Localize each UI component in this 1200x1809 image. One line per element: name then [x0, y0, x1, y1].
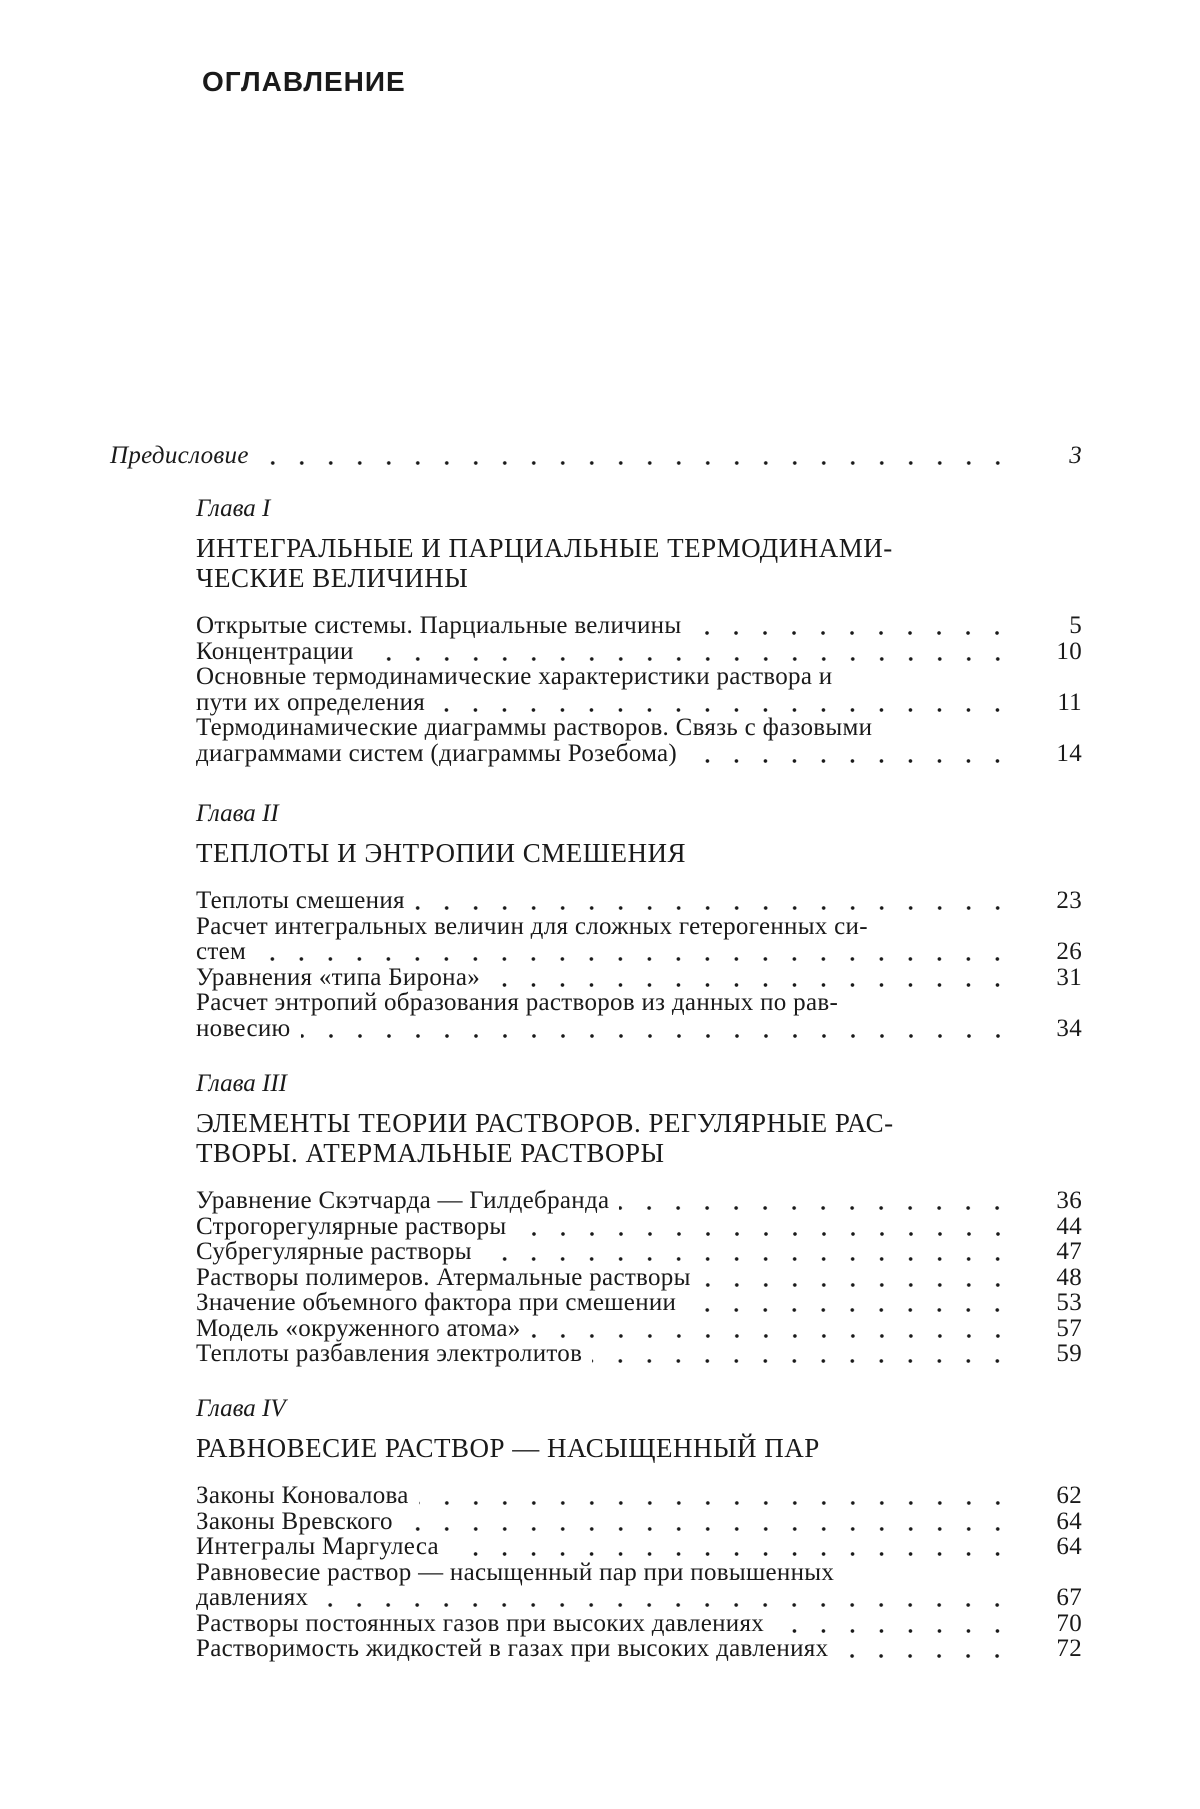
dot-leader [318, 1603, 1012, 1607]
chapter-title-line: ЧЕСКИЕ ВЕЛИЧИНЫ [196, 563, 469, 593]
toc-entry-text: Равновесие раствор — насыщенный пар при повышенных [196, 1558, 835, 1586]
toc-entry-text: Законы Коновалова [196, 1482, 409, 1509]
toc-page-number: 23 [1056, 887, 1082, 914]
toc-page-number: 44 [1056, 1212, 1082, 1240]
toc-entry [196, 1214, 1082, 1240]
toc-page-number: 5 [1069, 612, 1082, 639]
toc-entry-text: Уравнение Скэтчарда — Гилдебранда [196, 1187, 610, 1214]
dot-leader [435, 708, 1012, 712]
toc-entry-text: новесию [196, 1014, 291, 1042]
toc-page-number: 11 [1057, 688, 1082, 716]
toc-entry [196, 690, 1082, 716]
toc-entry [110, 443, 1082, 469]
dot-leader [592, 1359, 1012, 1363]
chapter-title-line: ТЕПЛОТЫ И ЭНТРОПИИ СМЕШЕНИЯ [196, 838, 686, 868]
toc-entry-text: Теплоты разбавления электролитов [196, 1340, 583, 1367]
toc-entry-text: Интегралы Маргулеса [196, 1533, 439, 1560]
dot-leader [619, 1206, 1012, 1210]
toc-page-number: 57 [1056, 1314, 1082, 1342]
dot-leader [517, 1232, 1012, 1236]
toc-page-number: 14 [1056, 739, 1082, 767]
chapter-title [196, 1108, 996, 1168]
chapter-title [196, 533, 996, 593]
toc-entry [196, 741, 1082, 767]
toc-entry [196, 1534, 1082, 1560]
dot-leader [691, 631, 1012, 635]
dot-leader [415, 906, 1012, 910]
toc-entry [196, 1585, 1082, 1611]
dot-leader [687, 759, 1012, 763]
dot-leader [259, 461, 1012, 465]
toc-entry [196, 1188, 1082, 1214]
toc-page-number: 47 [1056, 1238, 1082, 1265]
dot-leader [301, 1034, 1012, 1038]
toc-entry [196, 613, 1082, 639]
dot-leader [490, 983, 1012, 987]
dot-leader [686, 1308, 1012, 1312]
chapter-label: Глава IV [196, 1395, 286, 1422]
chapter-title-line: ИНТЕГРАЛЬНЫЕ И ПАРЦИАЛЬНЫЕ ТЕРМОДИНАМИ- [196, 533, 893, 563]
toc-entry-text: Строгорегулярные растворы [196, 1212, 507, 1240]
page-title: ОГЛАВЛЕНИЕ [202, 66, 406, 97]
toc-entry-text: Растворы полимеров. Атермальные растворы [196, 1263, 691, 1291]
toc-entry [196, 1611, 1082, 1637]
toc-entry-text: диаграммами систем (диаграммы Розебома) [196, 739, 678, 767]
toc-page-number: 62 [1056, 1482, 1082, 1509]
toc-entry-text: Растворы постоянных газов при высоких давлениях [196, 1609, 765, 1637]
chapter-label: Глава II [196, 800, 279, 827]
chapter-label: Глава I [196, 495, 271, 522]
dot-leader [482, 1257, 1012, 1261]
dot-leader [701, 1283, 1012, 1287]
chapter-title-line: РАВНОВЕСИЕ РАСТВОР — НАСЫЩЕННЫЙ ПАР [196, 1433, 820, 1463]
toc-entry-text: Уравнения «типа Бирона» [196, 963, 481, 991]
toc-page-number: 36 [1056, 1187, 1082, 1214]
toc-entry-text: стем [196, 938, 247, 965]
chapter-title [196, 838, 996, 868]
dot-leader [531, 1334, 1012, 1338]
toc-page-number: 72 [1056, 1635, 1082, 1662]
toc-page-number: 64 [1056, 1507, 1082, 1535]
toc-entry-text: Термодинамические диаграммы растворов. Связь с фазовыми [196, 714, 873, 741]
toc-entry-text: Расчет интегральных величин для сложных гетерогенных си- [196, 912, 868, 940]
toc-entry [196, 639, 1082, 665]
toc-entry [196, 1016, 1082, 1042]
toc-page-number: 10 [1056, 637, 1082, 665]
dot-leader [774, 1629, 1012, 1633]
dot-leader [256, 957, 1012, 961]
toc-entry-text: Основные термодинамические характеристики раствора и [196, 663, 833, 690]
toc-entry [196, 1509, 1082, 1535]
toc-entry-text: Законы Вревского [196, 1507, 393, 1535]
toc-page-number: 53 [1056, 1289, 1082, 1316]
toc-entry [196, 1265, 1082, 1291]
toc-entry [196, 1483, 1082, 1509]
toc-entry [196, 1316, 1082, 1342]
chapter-label: Глава III [196, 1070, 288, 1097]
toc-entry-text: Концентрации [196, 637, 354, 665]
chapter-title-line: ЭЛЕМЕНТЫ ТЕОРИИ РАСТВОРОВ. РЕГУЛЯРНЫЕ РАС- [196, 1108, 894, 1138]
toc-entry-text: Теплоты смешения [196, 887, 405, 914]
toc-page-number: 70 [1056, 1609, 1082, 1637]
dot-leader [838, 1654, 1012, 1658]
toc-entry-text: Растворимость жидкостей в газах при высоких давлениях [196, 1635, 829, 1662]
dot-leader [364, 657, 1012, 661]
toc-entry [196, 965, 1082, 991]
chapter-title-line: ТВОРЫ. АТЕРМАЛЬНЫЕ РАСТВОРЫ [196, 1138, 665, 1168]
toc-page-number: 3 [1069, 442, 1082, 469]
toc-page-number: 31 [1056, 963, 1082, 991]
chapter-title [196, 1433, 996, 1463]
toc-page-number: 67 [1056, 1584, 1082, 1611]
toc-page-number: 64 [1056, 1533, 1082, 1560]
toc-entry-text: Расчет энтропий образования растворов из данных по рав- [196, 989, 839, 1016]
toc-entry [196, 1341, 1082, 1367]
toc-entry-text: Предисловие [110, 442, 249, 469]
dot-leader [403, 1527, 1012, 1531]
toc-page-number: 48 [1056, 1263, 1082, 1291]
toc-entry-text: Модель «окруженного атома» [196, 1314, 521, 1342]
toc-entry [196, 939, 1082, 965]
toc-entry [196, 1290, 1082, 1316]
toc-page-number: 59 [1056, 1340, 1082, 1367]
toc-entry [196, 888, 1082, 914]
toc-entry-text: Значение объемного фактора при смешении [196, 1289, 677, 1316]
toc-entry [196, 1239, 1082, 1265]
toc-entry-text: Открытые системы. Парциальные величины [196, 612, 682, 639]
dot-leader [449, 1552, 1012, 1556]
toc-entry-text: давлениях [196, 1584, 309, 1611]
dot-leader [419, 1501, 1012, 1505]
toc-entry-text: пути их определения [196, 688, 426, 716]
toc-page-number: 26 [1056, 938, 1082, 965]
toc-page-number: 34 [1056, 1014, 1082, 1042]
toc-entry [196, 1636, 1082, 1662]
toc-entry-text: Субрегулярные растворы [196, 1238, 472, 1265]
